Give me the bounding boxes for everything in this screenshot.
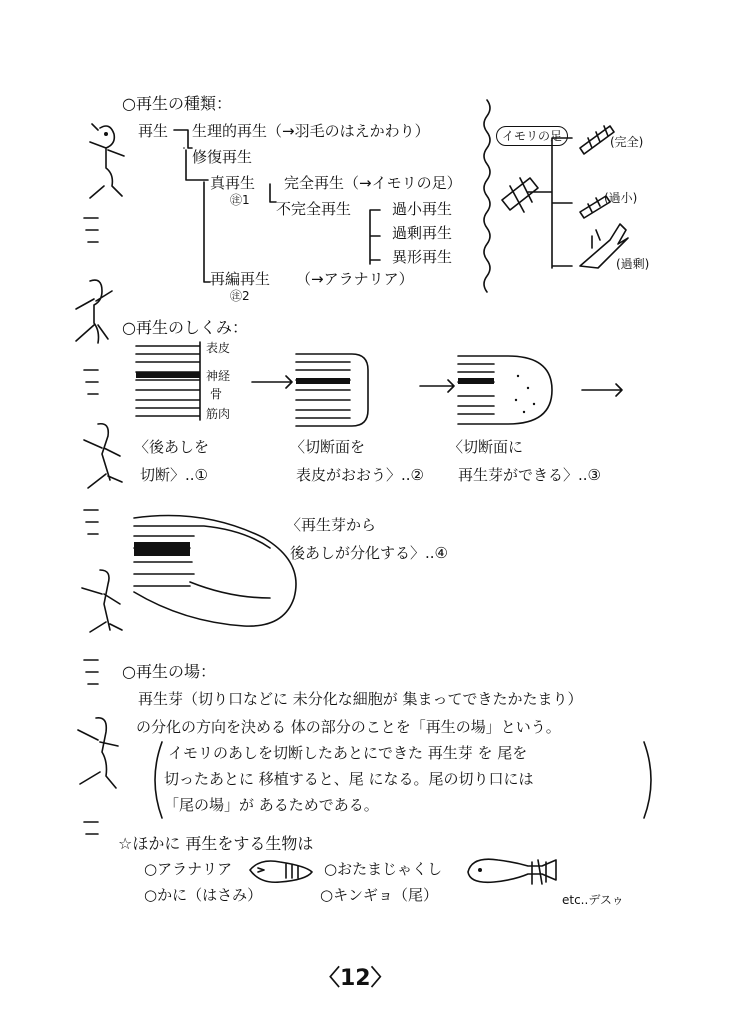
note-marker-2: ㊟2 bbox=[230, 289, 250, 303]
caption-4a: 〈再生芽から bbox=[286, 516, 377, 534]
paren-left bbox=[150, 740, 164, 820]
field-line-2: の分化の方向を決める 体の部分のことを「再生の場」という。 bbox=[136, 718, 561, 736]
organism-tadpole: ○おたまじゃくし bbox=[324, 860, 443, 878]
caption-1a: 〈後あしを bbox=[134, 438, 210, 456]
caption-1b: 切断〉..① bbox=[140, 466, 208, 484]
tree-repair: 修復再生 bbox=[192, 148, 253, 166]
paren-right bbox=[642, 740, 656, 820]
caption-2a: 〈切断面を bbox=[290, 438, 366, 456]
section-heading-mechanism: ○再生のしくみ： bbox=[122, 318, 248, 337]
section-heading-types: ○再生の種類： bbox=[122, 94, 232, 113]
stage-4-diagram bbox=[130, 512, 310, 632]
field-line-4: 切ったあとに 移植すると、尾 になる。尾の切り口には bbox=[164, 770, 534, 788]
planaria-sketch bbox=[246, 856, 316, 886]
tree-branch-lines bbox=[170, 120, 430, 320]
field-line-3: イモリのあしを切断したあとにできた 再生芽 を 尾を bbox=[168, 744, 528, 762]
label-bone: 骨 bbox=[210, 387, 223, 401]
organism-goldfish: ○キンギョ（尾） bbox=[320, 886, 438, 904]
stage-2-diagram bbox=[296, 350, 376, 430]
label-nerve: 神経 bbox=[206, 369, 231, 383]
caption-3b: 再生芽ができる〉..③ bbox=[458, 466, 601, 484]
etc-note: etc..デスゥ bbox=[562, 893, 624, 907]
leg-label-hypo: (過小) bbox=[604, 191, 638, 205]
tree-planaria: （→アラナリア） bbox=[296, 270, 414, 288]
section-heading-field: ○再生の場： bbox=[122, 662, 216, 681]
tadpole-sketch bbox=[462, 852, 572, 892]
tree-physiological: 生理的再生（→羽毛のはえかわり） bbox=[192, 122, 430, 140]
tree-morphallaxis: 再編再生 bbox=[210, 270, 271, 288]
caption-3a: 〈切断面に bbox=[448, 438, 524, 456]
stage-1-diagram bbox=[136, 342, 216, 422]
arrow-1 bbox=[252, 376, 298, 388]
leg-label-complete: (完全) bbox=[610, 135, 644, 149]
organism-planaria: ○アラナリア bbox=[144, 860, 233, 878]
field-line-1: 再生芽（切り口などに 未分化な細胞が 集まってできたかたまり） bbox=[138, 690, 583, 708]
organism-crab: ○かに（はさみ） bbox=[144, 886, 263, 904]
newt-leg-diagram bbox=[492, 108, 672, 278]
note-marker-1: ㊟1 bbox=[230, 193, 250, 207]
label-epidermis: 表皮 bbox=[206, 341, 231, 355]
tree-incomplete: 不完全再生 bbox=[276, 200, 352, 218]
tree-hypomorphic: 過小再生 bbox=[392, 200, 453, 218]
tree-heteromorphic: 異形再生 bbox=[392, 248, 453, 266]
section-heading-others: ☆ほかに 再生をする生物は bbox=[118, 834, 314, 853]
stage-3-diagram bbox=[458, 352, 568, 432]
tree-complete: 完全再生（→イモリの足） bbox=[284, 174, 462, 192]
page-number: 〈12〉 bbox=[318, 966, 393, 991]
label-muscle: 筋肉 bbox=[206, 407, 231, 421]
tree-epimorphic: 真再生 bbox=[210, 174, 256, 192]
field-line-5: 「尾の場」が あるためである。 bbox=[164, 796, 379, 814]
margin-dashes bbox=[78, 80, 108, 840]
arrow-2 bbox=[420, 380, 460, 392]
tree-hypermorphic: 過剰再生 bbox=[392, 224, 453, 242]
arrow-3 bbox=[582, 384, 628, 396]
caption-2b: 表皮がおおう〉..② bbox=[296, 466, 424, 484]
tree-root-label: 再生 bbox=[138, 122, 169, 140]
newt-leg-label: イモリの足 bbox=[496, 126, 568, 146]
caption-4b: 後あしが分化する〉..④ bbox=[290, 544, 448, 562]
leg-label-hyper: (過剰) bbox=[616, 257, 650, 271]
